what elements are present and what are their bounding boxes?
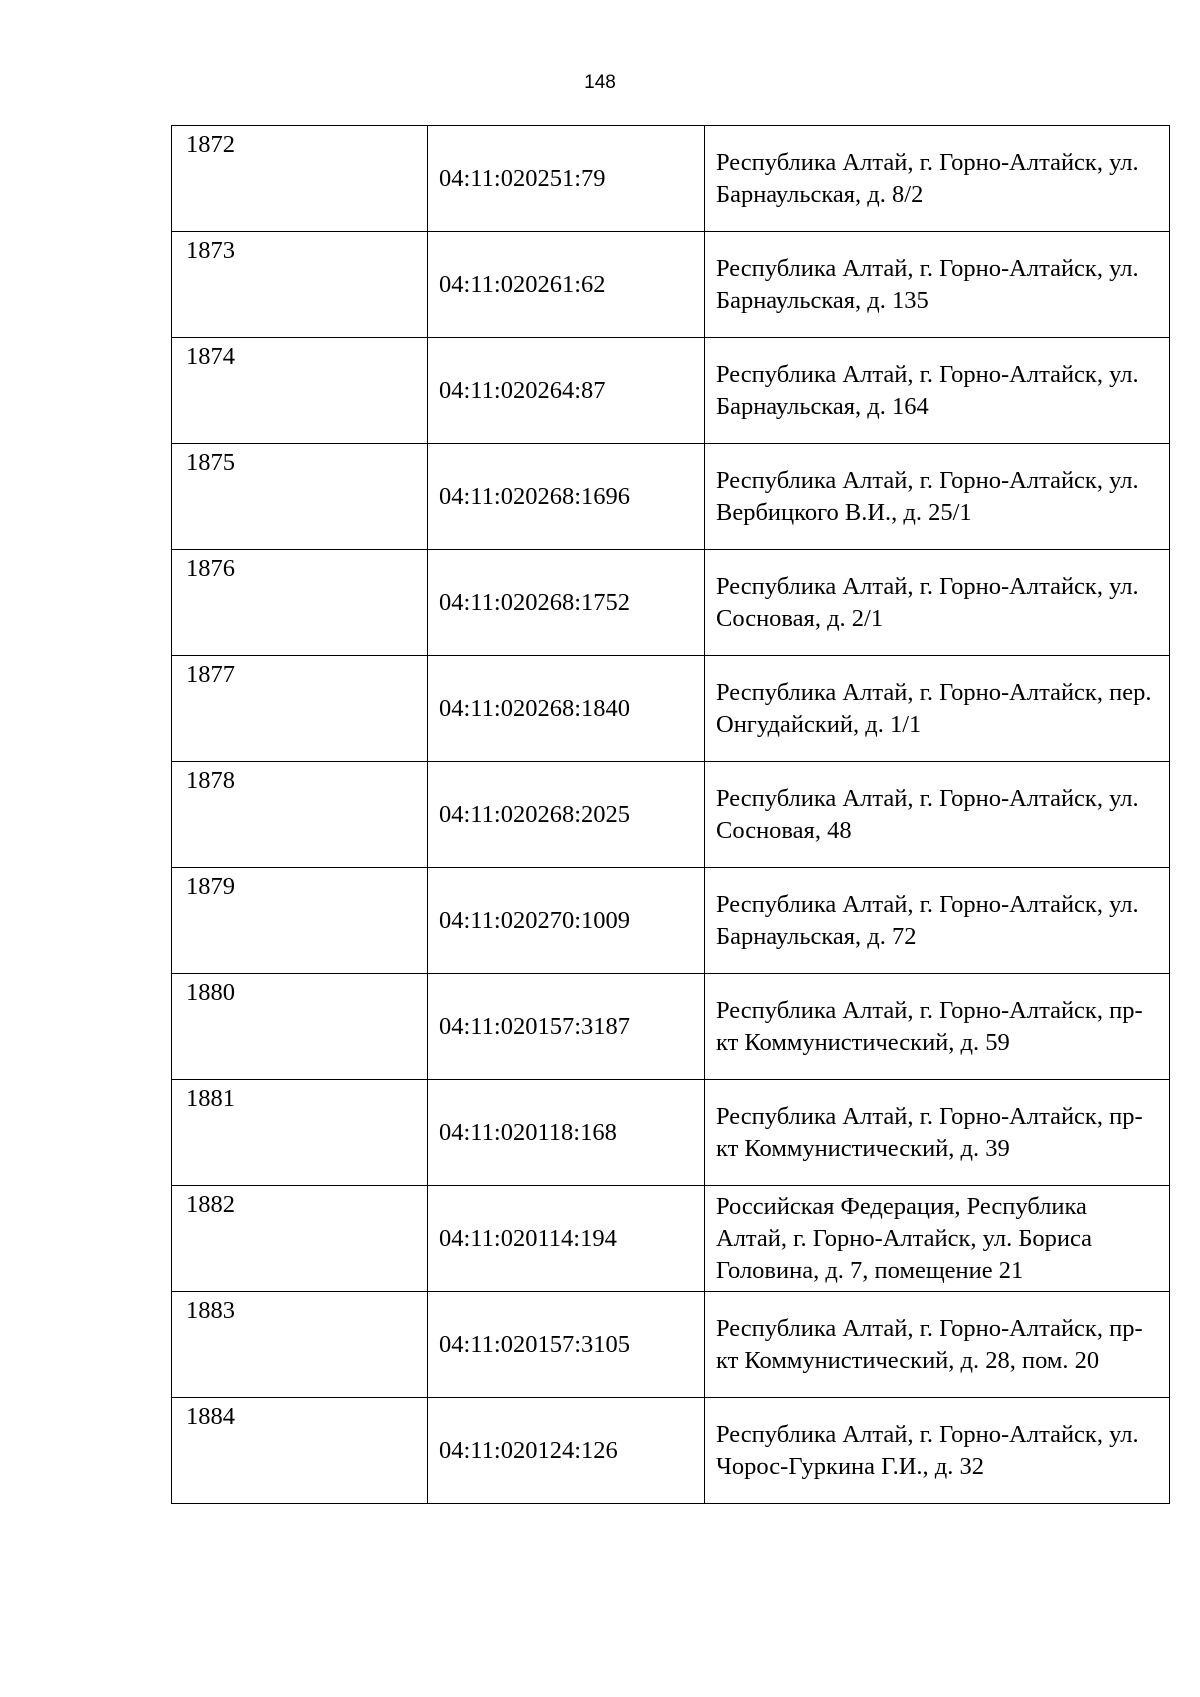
row-number-cell: 1878 — [172, 762, 428, 868]
address-cell — [705, 444, 1170, 550]
row-number-cell: 1880 — [172, 974, 428, 1080]
cadastral-number-cell: 04:11:020268:1696 — [428, 444, 705, 550]
address-cell — [705, 338, 1170, 444]
table-row — [172, 1186, 1170, 1292]
address-text: Республика Алтай, г. Горно-Алтайск, ул. Барнаульская, д. 164 — [716, 360, 1139, 420]
table-row — [172, 232, 1170, 338]
address-cell — [705, 232, 1170, 338]
row-number-cell: 1877 — [172, 656, 428, 762]
cadastral-number-cell: 04:11:020268:2025 — [428, 762, 705, 868]
address-text: Республика Алтай, г. Горно-Алтайск, пр-кт Коммунистический, д. 39 — [716, 1102, 1143, 1162]
page-number: 148 — [584, 72, 616, 93]
cadastral-number-cell: 04:11:020118:168 — [428, 1080, 705, 1186]
cadastral-number-cell: 04:11:020268:1840 — [428, 656, 705, 762]
address-cell — [705, 974, 1170, 1080]
row-number-cell: 1883 — [172, 1292, 428, 1398]
address-cell — [705, 126, 1170, 232]
address-cell — [705, 1186, 1170, 1292]
table-row — [172, 550, 1170, 656]
address-cell — [705, 1292, 1170, 1398]
row-number-cell: 1874 — [172, 338, 428, 444]
table-row — [172, 1292, 1170, 1398]
cadastral-number-cell: 04:11:020268:1752 — [428, 550, 705, 656]
address-text: Российская Федерация, Республика Алтай, г. Горно-Алтайск, ул. Бориса Головина, д. 7, помещение 21 — [716, 1192, 1093, 1284]
address-text: Республика Алтай, г. Горно-Алтайск, пер. Онгудайский, д. 1/1 — [716, 678, 1152, 738]
row-number-cell: 1882 — [172, 1186, 428, 1292]
table-row — [172, 126, 1170, 232]
address-text: Республика Алтай, г. Горно-Алтайск, ул. Чорос-Гуркина Г.И., д. 32 — [716, 1420, 1139, 1480]
address-cell — [705, 1398, 1170, 1504]
cadastral-number-cell: 04:11:020157:3187 — [428, 974, 705, 1080]
table-row — [172, 338, 1170, 444]
cadastral-number-cell: 04:11:020124:126 — [428, 1398, 705, 1504]
table-row — [172, 868, 1170, 974]
cadastral-number-cell: 04:11:020264:87 — [428, 338, 705, 444]
address-text: Республика Алтай, г. Горно-Алтайск, ул. Барнаульская, д. 8/2 — [716, 148, 1139, 208]
registry-table-body — [172, 126, 1170, 1504]
address-cell — [705, 656, 1170, 762]
table-row — [172, 1080, 1170, 1186]
address-text: Республика Алтай, г. Горно-Алтайск, пр-кт Коммунистический, д. 28, пом. 20 — [716, 1314, 1143, 1374]
address-text: Республика Алтай, г. Горно-Алтайск, ул. Барнаульская, д. 135 — [716, 254, 1139, 314]
cadastral-number-cell: 04:11:020157:3105 — [428, 1292, 705, 1398]
cadastral-number-cell: 04:11:020270:1009 — [428, 868, 705, 974]
cadastral-number-cell: 04:11:020114:194 — [428, 1186, 705, 1292]
address-text: Республика Алтай, г. Горно-Алтайск, пр-кт Коммунистический, д. 59 — [716, 996, 1143, 1056]
address-cell — [705, 1080, 1170, 1186]
cadastral-number-cell: 04:11:020251:79 — [428, 126, 705, 232]
table-row — [172, 444, 1170, 550]
row-number-cell: 1875 — [172, 444, 428, 550]
address-cell — [705, 868, 1170, 974]
address-text: Республика Алтай, г. Горно-Алтайск, ул. Вербицкого В.И., д. 25/1 — [716, 466, 1139, 526]
address-cell — [705, 762, 1170, 868]
row-number-cell: 1884 — [172, 1398, 428, 1504]
table-row — [172, 656, 1170, 762]
cadastral-number-cell: 04:11:020261:62 — [428, 232, 705, 338]
address-text: Республика Алтай, г. Горно-Алтайск, ул. Барнаульская, д. 72 — [716, 890, 1139, 950]
row-number-cell: 1873 — [172, 232, 428, 338]
table-row — [172, 1398, 1170, 1504]
row-number-cell: 1876 — [172, 550, 428, 656]
table-row — [172, 762, 1170, 868]
address-cell — [705, 550, 1170, 656]
row-number-cell: 1872 — [172, 126, 428, 232]
address-text: Республика Алтай, г. Горно-Алтайск, ул. Сосновая, 48 — [716, 784, 1139, 844]
registry-table — [171, 125, 1170, 1504]
row-number-cell: 1881 — [172, 1080, 428, 1186]
address-text: Республика Алтай, г. Горно-Алтайск, ул. Сосновая, д. 2/1 — [716, 572, 1139, 632]
row-number-cell: 1879 — [172, 868, 428, 974]
table-row — [172, 974, 1170, 1080]
